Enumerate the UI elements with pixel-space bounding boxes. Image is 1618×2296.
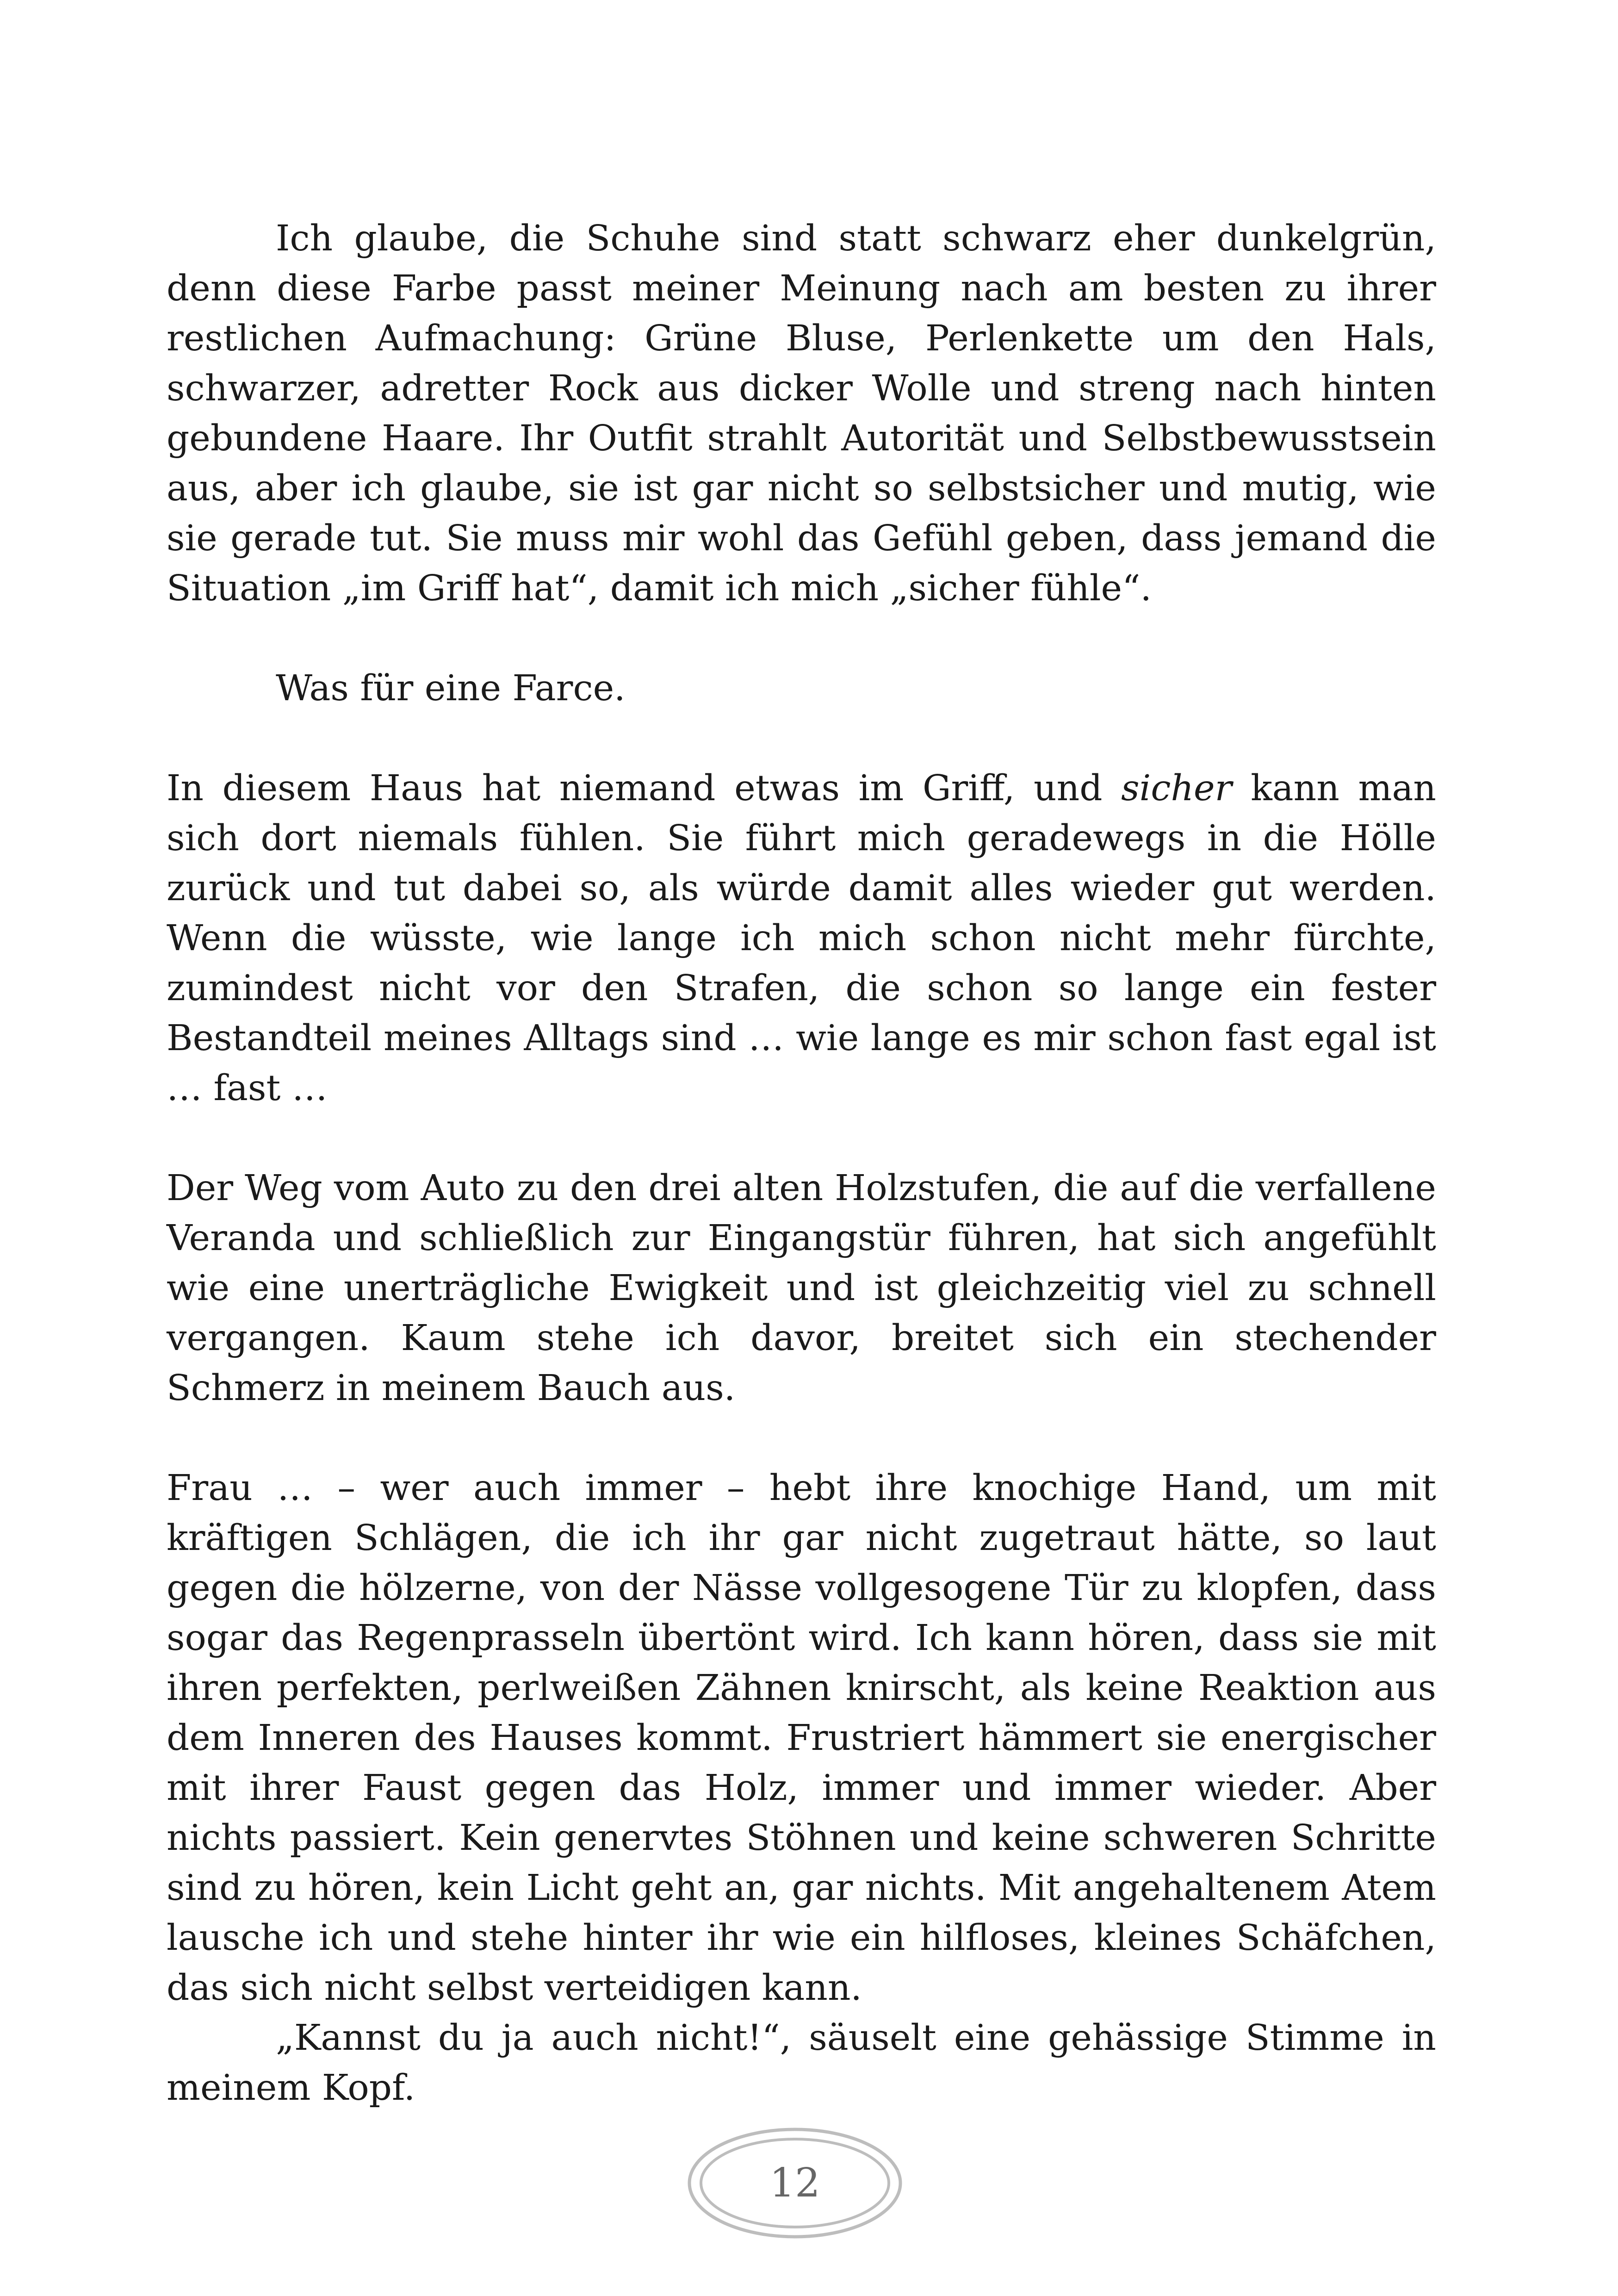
page-body-text (167, 214, 1436, 2113)
paragraph-knocking (167, 1463, 1436, 2013)
page-number-badge (686, 2125, 904, 2241)
paragraph-outfit-description (167, 214, 1436, 614)
page-number: 12 (769, 2160, 820, 2206)
paragraph-inner-voice (167, 2013, 1436, 2113)
paragraph-path-to-door (167, 1164, 1436, 1413)
paragraph-text: Was für eine Farce. (276, 668, 626, 709)
paragraph-text: In diesem Haus hat niemand etwas im Griff, und (167, 768, 1122, 809)
paragraph-text: Ich glaube, die Schuhe sind statt schwarz eher dunkelgrün, denn diese Farbe passt meiner Meinung nach am besten zu ihrer restlichen Aufmachung: Grüne Bluse, Perlenkette um den Hals, schwarzer, adretter Rock aus dicker Wolle und streng nach hinten gebundene Haare. Ihr Outfit strahlt Autorität und Selbstbewusstsein aus, aber ich glaube, sie ist gar nicht so selbstsicher und mutig, wie sie gerade tut. Sie muss mir wohl das Gefühl geben, dass jemand die Situation „im Griff hat“, damit ich mich „sicher fühle“. (167, 218, 1436, 609)
paragraph-text: kann man sich dort niemals fühlen. Sie führt mich geradewegs in die Hölle zurück und tut dabei so, als würde damit alles wieder gut werden. Wenn die wüsste, wie lange ich mich schon nicht mehr fürchte, zumindest nicht vor den Strafen, die schon so lange ein fester Bestandteil meines Alltags sind … wie lange es mir schon fast egal ist … fast … (167, 768, 1437, 1109)
paragraph-text: Der Weg vom Auto zu den drei alten Holzstufen, die auf die verfallene Veranda und schließlich zur Eingangstür führen, hat sich angefühlt wie eine unerträgliche Ewigkeit und ist gleichzeitig viel zu schnell vergangen. Kaum stehe ich davor, breitet sich ein stechender Schmerz in meinem Bauch aus. (167, 1168, 1436, 1409)
paragraph-house (167, 764, 1436, 1114)
paragraph-text: Frau … – wer auch immer – hebt ihre knochige Hand, um mit kräftigen Schlägen, die ich ihr gar nicht zugetraut hätte, so laut gegen die hölzerne, von der Nässe vollgesogene Tür zu klopfen, dass sogar das Regenprasseln übertönt wird. Ich kann hören, dass sie mit ihren perfekten, perlweißen Zähnen knirscht, als keine Reaktion aus dem Inneren des Hauses kommt. Frustriert hämmert sie energischer mit ihrer Faust gegen das Holz, immer und immer wieder. Aber nichts passiert. Kein genervtes Stöhnen und keine schweren Schritte sind zu hören, kein Licht geht an, gar nichts. Mit angehaltenem Atem lausche ich und stehe hinter ihr wie ein hilfloses, kleines Schäfchen, das sich nicht selbst verteidigen kann. (167, 1468, 1436, 2009)
paragraph-farce (167, 664, 1436, 714)
emphasized-word: sicher (1121, 768, 1232, 809)
paragraph-text: „Kannst du ja auch nicht!“, säuselt eine gehässige Stimme in meinem Kopf. (167, 2017, 1436, 2109)
